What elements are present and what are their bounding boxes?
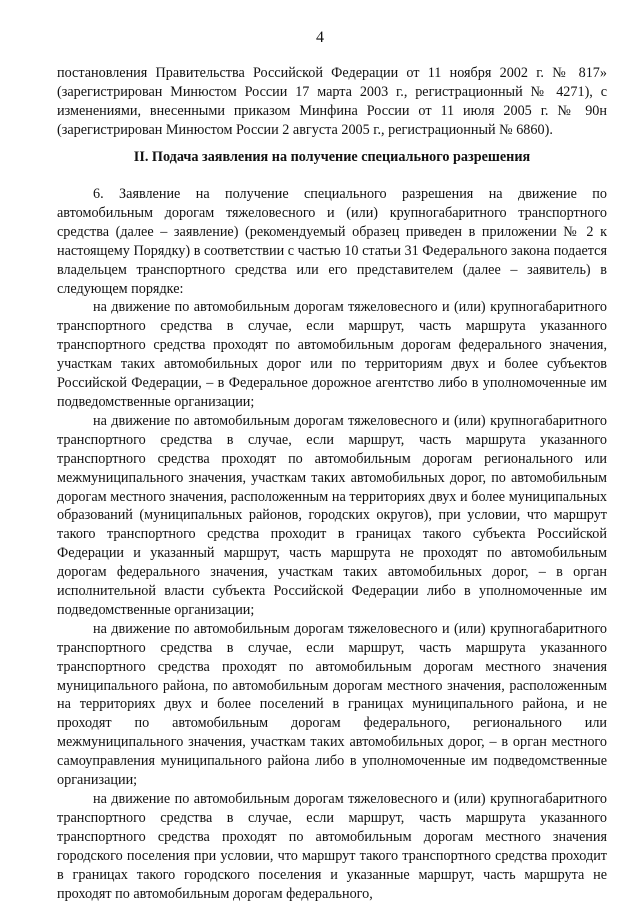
paragraph-municipal-district-roads: на движение по автомобильным дорогам тяжеловесного и (или) крупногабаритного транспортного средства в случае, если маршрут, часть маршрута указанного транспортного средства проходят по автомобильным дорогам местного значения муниципального района, по автомобильным дорогам местного значения, расположенным на территориях двух и более поселений в границах муниципального района, и не проходят по автомобильным дорогам федерального, регионального или межмуниципального значения, участкам таких автомобильных дорог, – в орган местного самоуправления муниципального района либо в уполномоченные им подведомственные организации; bbox=[57, 620, 607, 789]
paragraph-federal-roads: на движение по автомобильным дорогам тяжеловесного и (или) крупногабаритного транспортного средства в случае, если маршрут, часть маршрута указанного транспортного средства проходят по автомобильным дорогам федерального значения, участкам таких автомобильных дорог или по территориям двух и более субъектов Российской Федерации, – в Федеральное дорожное агентство либо в уполномоченные им подведомственные организации; bbox=[57, 299, 607, 410]
intro-paragraph: постановления Правительства Российской Федерации от 11 ноября 2002 г. № 817» (зарегистрирован Минюстом России 17 марта 2003 г., регистрационный № 4271), с изменениями, внесенными приказом Минфина России от 11 июля 2005 г. № 90н (зарегистрирован Минюстом России 2 августа 2005 г., регистрационный № 6860). bbox=[57, 65, 607, 138]
section-body bbox=[57, 185, 607, 903]
paragraph-6-intro: 6. Заявление на получение специального разрешения на движение по автомобильным дорогам тяжеловесного и (или) крупногабаритного транспортного средства (далее – заявление) (рекомендуемый образец приведен в приложении № 2 к настоящему Порядку) в соответствии с частью 10 статьи 31 Федерального закона подается владельцем транспортного средства или его представителем (далее – заявитель) в следующем порядке: bbox=[57, 186, 607, 297]
page-number: 4 bbox=[316, 29, 324, 46]
section-heading: II. Подача заявления на получение специального разрешения bbox=[133, 149, 531, 165]
intro-text-block bbox=[57, 64, 607, 140]
paragraph-city-settlement-roads: на движение по автомобильным дорогам тяжеловесного и (или) крупногабаритного транспортного средства в случае, если маршрут, часть маршрута указанного транспортного средства проходят по автомобильным дорогам местного значения городского поселения при условии, что маршрут такого транспортного средства проходит в границах такого городского поселения и указанные маршрут, часть маршрута не проходят по автомобильным дорогам федерального, bbox=[57, 791, 607, 902]
paragraph-regional-roads: на движение по автомобильным дорогам тяжеловесного и (или) крупногабаритного транспортного средства в случае, если маршрут, часть маршрута указанного транспортного средства проходят по автомобильным дорогам регионального или межмуниципального значения, участкам таких автомобильных дорог, по автомобильным дорогам местного значения, расположенным на территориях двух и более муниципальных образований (муниципальных районов, городских округов), при условии, что маршрут такого транспортного средства проходит в границах такого субъекта Российской Федерации и указанный маршрут, часть маршрута не проходят по автомобильным дорогам федерального значения, участкам таких автомобильных дорог, – в орган исполнительной власти субъекта Российской Федерации либо в уполномоченные им подведомственные организации; bbox=[57, 412, 607, 618]
